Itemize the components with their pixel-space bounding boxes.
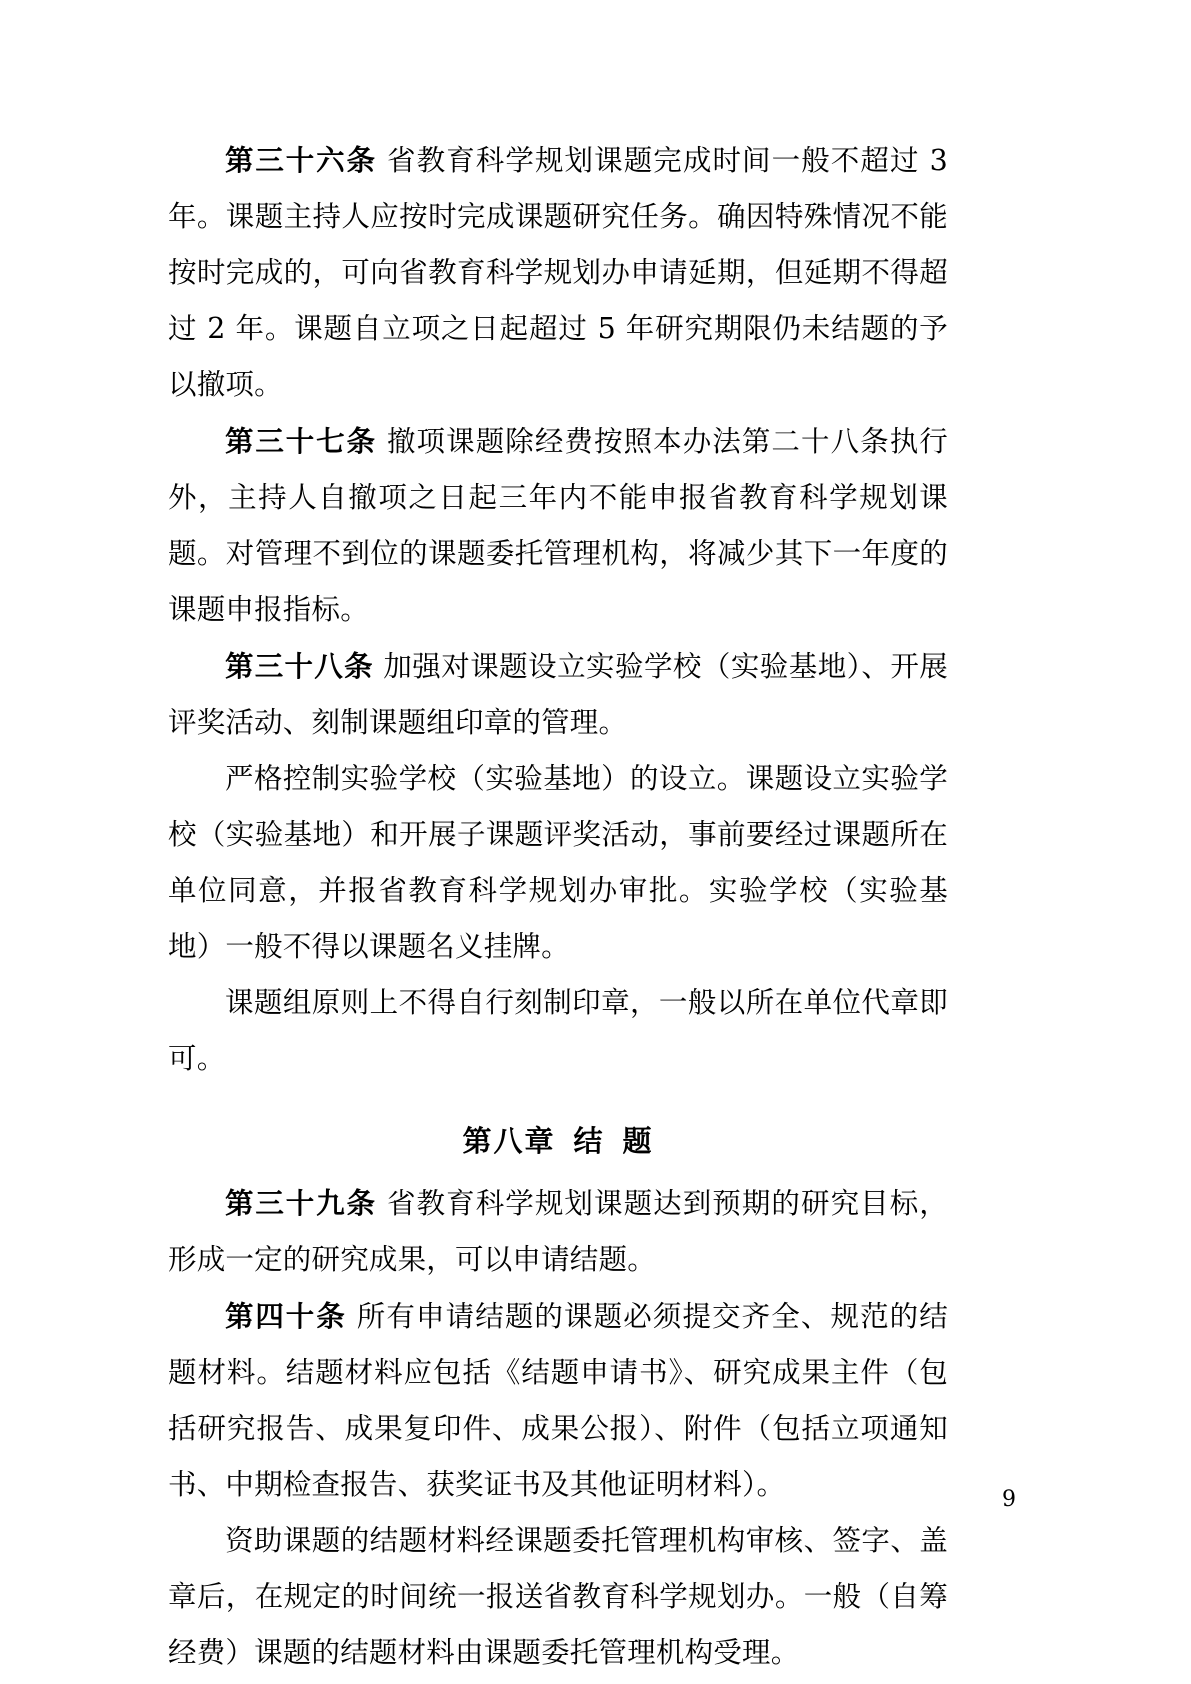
document-body [168, 132, 948, 1681]
paragraph-article-40 [168, 1288, 948, 1513]
chapter-prefix: 第八章 [462, 1124, 556, 1158]
article-text-38: 加强对课题设立实验学校（实验基地）、开展评奖活动、刻制课题组印章的管理。 [168, 650, 948, 739]
paragraph-seal: 课题组原则上不得自行刻制印章，一般以所在单位代章即可。 [168, 986, 948, 1075]
article-text-36: 省教育科学规划课题完成时间一般不超过 3 年。课题主持人应按时完成课题研究任务。确因特殊情况不能按时完成的，可向省教育科学规划办申请延期，但延期不得超过 2 年。课题自立项之日起超过 5 年研究期限仍未结题的予以撤项。 [168, 144, 948, 401]
chapter-title-first: 结 [573, 1124, 605, 1158]
article-label-36: 第三十六条 [225, 143, 377, 177]
paragraph-experimental-school: 严格控制实验学校（实验基地）的设立。课题设立实验学校（实验基地）和开展子课题评奖活动，事前要经过课题所在单位同意，并报省教育科学规划办审批。实验学校（实验基地）一般不得以课题名义挂牌。 [168, 762, 948, 963]
article-label-39: 第三十九条 [225, 1186, 377, 1220]
article-label-38: 第三十八条 [225, 649, 374, 683]
paragraph-article-39 [168, 1175, 948, 1288]
article-label-40: 第四十条 [225, 1299, 347, 1333]
article-text-37: 撤项课题除经费按照本办法第二十八条执行外，主持人自撤项之日起三年内不能申报省教育科学规划课题。对管理不到位的课题委托管理机构，将减少其下一年度的课题申报指标。 [168, 425, 948, 626]
page-number: 9 [1002, 1487, 1016, 1512]
article-text-39: 省教育科学规划课题达到预期的研究目标，形成一定的研究成果，可以申请结题。 [168, 1187, 948, 1276]
chapter-title-second: 题 [622, 1124, 654, 1158]
article-text-40: 所有申请结题的课题必须提交齐全、规范的结题材料。结题材料应包括《结题申请书》、研究成果主件（包括研究报告、成果复印件、成果公报）、附件（包括立项通知书、中期检查报告、获奖证书及其他证明材料）。 [168, 1300, 948, 1501]
paragraph-article-37 [168, 413, 948, 638]
paragraph-article-38 [168, 638, 948, 751]
article-label-37: 第三十七条 [225, 424, 377, 458]
chapter-heading [168, 1113, 948, 1169]
paragraph-funded-materials: 资助课题的结题材料经课题委托管理机构审核、签字、盖章后，在规定的时间统一报送省教育科学规划办。一般（自筹经费）课题的结题材料由课题委托管理机构受理。 [168, 1524, 948, 1669]
paragraph-article-36 [168, 132, 948, 413]
